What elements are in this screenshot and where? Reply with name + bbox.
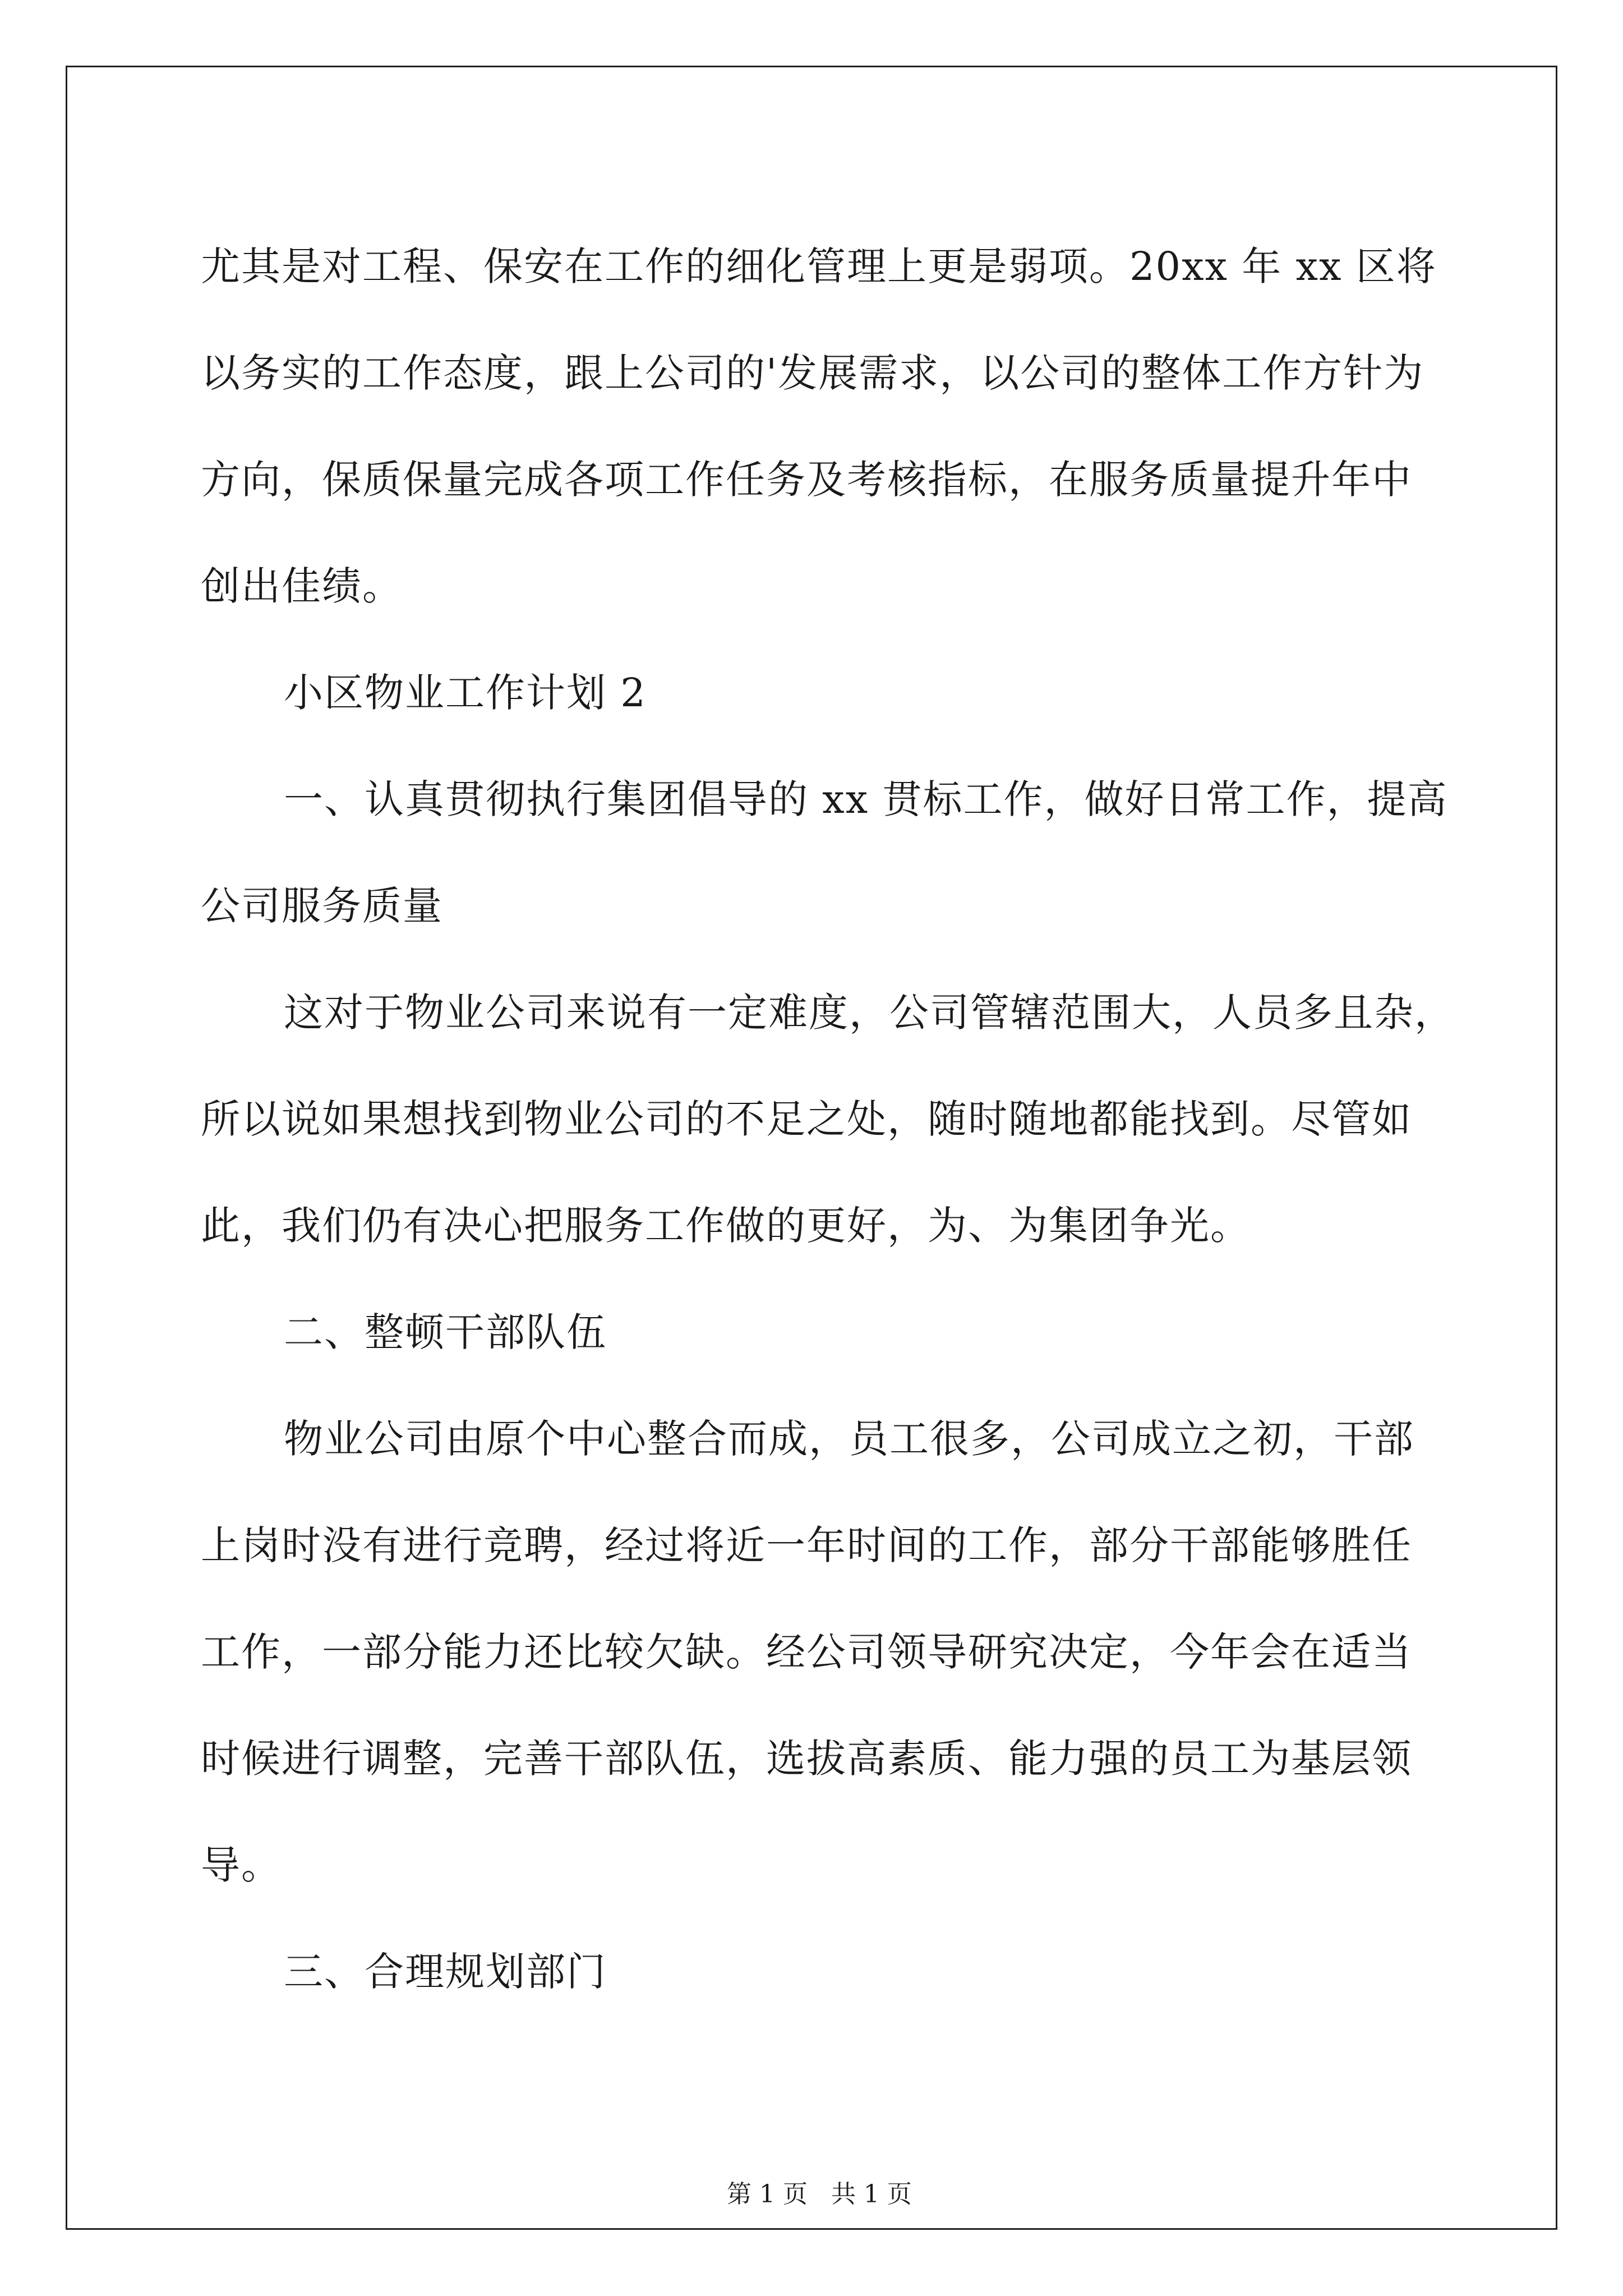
text-line: 工作，一部分能力还比较欠缺。经公司领导研究决定，今年会在适当: [201, 1629, 1412, 1675]
heading-2: [201, 1279, 1427, 1386]
text-line: 时候进行调整，完善干部队伍，选拔高素质、能力强的员工为基层领: [201, 1736, 1412, 1782]
text-line: 尤其是对工程、保安在工作的细化管理上更是弱项。20xx 年 xx 区将: [201, 243, 1437, 289]
text-line: 此，我们仍有决心把服务工作做的更好，为、为集团争光。: [201, 1203, 1251, 1249]
paragraph-3: [201, 1386, 1427, 1918]
page-footer: [0, 2144, 1623, 2211]
text-line: 以务实的工作态度，跟上公司的'发展需求，以公司的整体工作方针为: [201, 350, 1424, 396]
text-line: 二、整顿干部队伍: [284, 1309, 607, 1355]
text-line: 三、合理规划部门: [284, 1949, 607, 1995]
section-title: [201, 639, 1427, 746]
text-line: 方向，保质保量完成各项工作任务及考核指标，在服务质量提升年中: [201, 457, 1412, 503]
document-body: [201, 213, 1455, 2025]
text-line: 创出佳绩。: [201, 563, 403, 609]
page-number: 第 1 页 共 1 页: [727, 2180, 912, 2208]
text-line: 一、认真贯彻执行集团倡导的 xx 贯标工作，做好日常工作，提高: [284, 776, 1448, 822]
text-line: 上岗时没有进行竞聘，经过将近一年时间的工作，部分干部能够胜任: [201, 1522, 1412, 1568]
text-line: 所以说如果想找到物业公司的不足之处，随时随地都能找到。尽管如: [201, 1096, 1412, 1142]
text-line: 公司服务质量: [201, 883, 443, 929]
heading-1: [201, 746, 1448, 959]
text-line: 这对于物业公司来说有一定难度，公司管辖范围大，人员多且杂，: [284, 990, 1455, 1036]
paragraph-1: [201, 213, 1437, 639]
heading-3: [201, 1918, 1427, 2025]
paragraph-2: [201, 959, 1455, 1279]
text-line: 导。: [201, 1842, 282, 1888]
text-line: 物业公司由原个中心整合而成，员工很多，公司成立之初，干部: [284, 1416, 1414, 1462]
text-line: 小区物业工作计划 2: [284, 670, 647, 716]
